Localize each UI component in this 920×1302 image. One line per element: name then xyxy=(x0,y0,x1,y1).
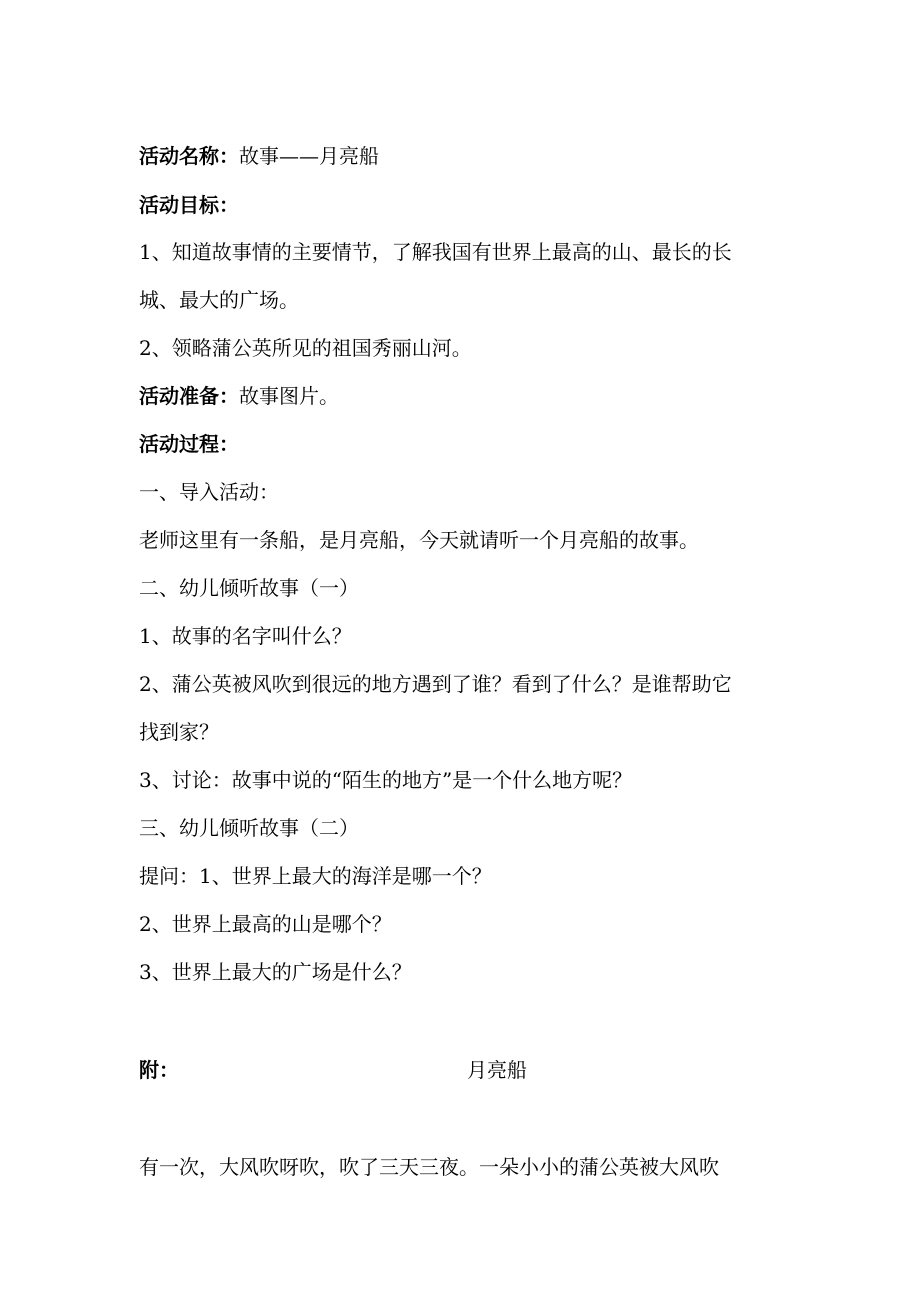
step-1-text: 老师这里有一条船，是月亮船，今天就请听一个月亮船的故事。 xyxy=(139,528,699,552)
activity-name-label: 活动名称： xyxy=(139,144,239,168)
step-3-heading: 三、幼儿倾听故事（二） xyxy=(139,816,359,840)
ask-1: 提问：1、世界上最大的海洋是哪一个？ xyxy=(139,864,492,888)
goal-1-line-b: 城、最大的广场。 xyxy=(139,288,299,312)
question-3: 3、讨论：故事中说的“陌生的地方”是一个什么地方呢？ xyxy=(139,768,633,792)
ask-2: 2、世界上最高的山是哪个？ xyxy=(139,912,392,936)
activity-prep-value: 故事图片。 xyxy=(239,384,339,408)
question-2-line-a: 2、蒲公英被风吹到很远的地方遇到了谁？看到了什么？是谁帮助它 xyxy=(139,672,732,696)
story-first-line: 有一次，大风吹呀吹，吹了三天三夜。一朵小小的蒲公英被大风吹 xyxy=(139,1155,719,1179)
step-2-heading: 二、幼儿倾听故事（一） xyxy=(139,576,359,600)
question-1: 1、故事的名字叫什么？ xyxy=(139,624,352,648)
goal-2-line: 2、领略蒲公英所见的祖国秀丽山河。 xyxy=(139,336,472,360)
step-1-heading: 一、导入活动： xyxy=(139,480,279,504)
appendix-line xyxy=(139,1056,199,1084)
activity-name-value: 故事——月亮船 xyxy=(239,144,379,168)
activity-prep-label: 活动准备： xyxy=(139,384,239,408)
activity-name-line xyxy=(139,142,789,170)
activity-goal-heading xyxy=(139,191,789,219)
story-title: 月亮船 xyxy=(467,1058,527,1082)
activity-prep-line xyxy=(139,382,789,410)
activity-goal-label: 活动目标： xyxy=(139,193,239,217)
activity-process-heading xyxy=(139,430,789,458)
activity-process-label: 活动过程： xyxy=(139,432,239,456)
ask-3: 3、世界上最大的广场是什么？ xyxy=(139,960,412,984)
appendix-label: 附： xyxy=(139,1058,179,1082)
question-2-line-b: 找到家？ xyxy=(139,720,219,744)
goal-1-line-a: 1、知道故事情的主要情节，了解我国有世界上最高的山、最长的长 xyxy=(139,240,732,264)
